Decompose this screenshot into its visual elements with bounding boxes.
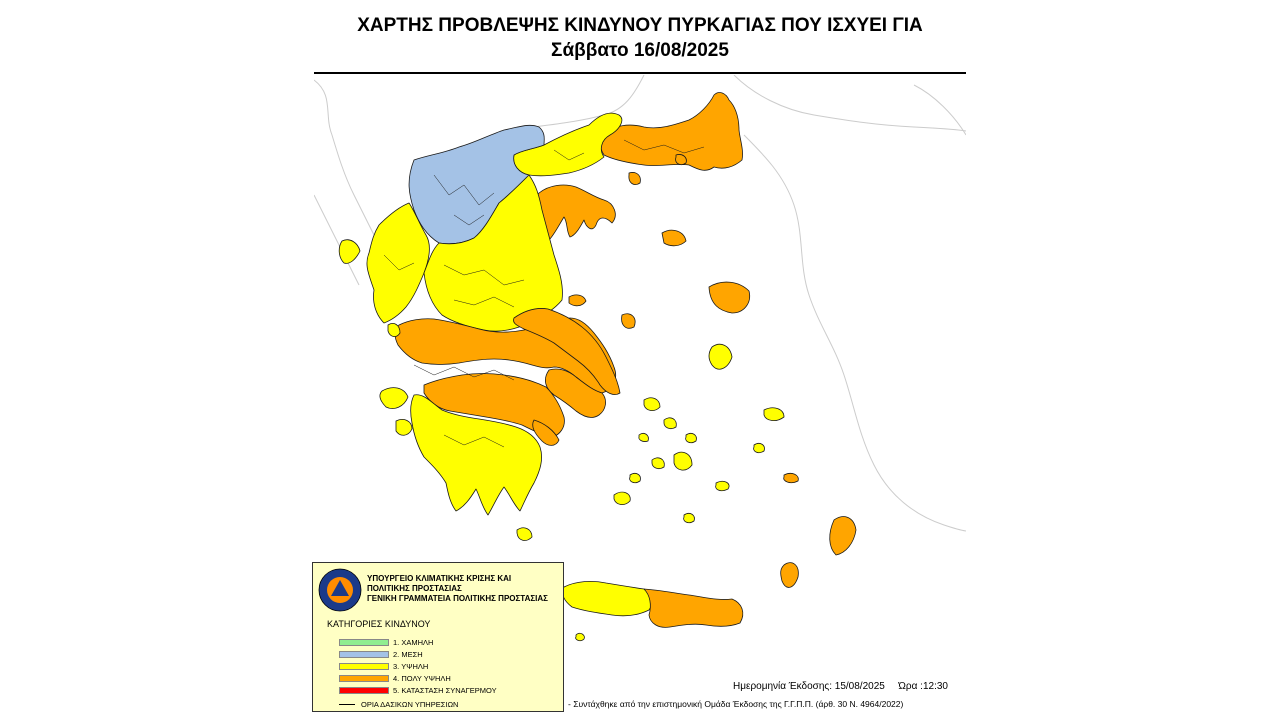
issue-info [733, 681, 948, 692]
region-kefalonia [380, 388, 408, 409]
title-divider [314, 72, 966, 74]
map-date: Σάββατο 16/08/2025 [551, 40, 729, 61]
risk-category-label: 1. ΧΑΜΗΛΗ [393, 637, 434, 647]
region-amorgos [716, 481, 729, 490]
region-crete-west [562, 581, 651, 615]
forest-boundary-legend [339, 700, 458, 709]
risk-swatch-very-high [339, 675, 389, 682]
region-mykonos [686, 433, 697, 442]
issue-time-label: Ώρα : [898, 681, 923, 692]
region-kos [784, 473, 799, 482]
region-kythira [517, 528, 532, 541]
region-thrace [600, 93, 742, 171]
region-karpathos [781, 563, 799, 588]
risk-category-label: 4. ΠΟΛΥ ΥΨΗΛΗ [393, 673, 451, 683]
ministry-line: ΓΕΝΙΚΗ ΓΡΑΜΜΑΤΕΙΑ ΠΟΛΙΤΙΚΗΣ ΠΡΟΣΤΑΣΙΑΣ [367, 594, 548, 603]
risk-category-item [339, 649, 497, 659]
risk-swatch-medium [339, 651, 389, 658]
region-gavdos [576, 633, 585, 640]
issue-date: 15/08/2025 [834, 681, 885, 692]
legend-panel [312, 562, 564, 712]
forest-boundary-label: ΟΡΙΑ ΔΑΣΙΚΩΝ ΥΠΗΡΕΣΙΩΝ [361, 700, 459, 709]
region-crete-east [644, 589, 743, 627]
risk-category-item [339, 673, 497, 683]
ministry-line: ΥΠΟΥΡΓΕΙΟ ΚΛΙΜΑΤΙΚΗΣ ΚΡΙΣΗΣ ΚΑΙ [367, 574, 512, 583]
region-tinos [664, 418, 676, 429]
issue-date-label: Ημερομηνία Έκδοσης: [733, 681, 832, 692]
region-limnos [662, 230, 686, 246]
map-title: ΧΑΡΤΗΣ ΠΡΟΒΛΕΨΗΣ ΚΙΝΔΥΝΟΥ ΠΥΡΚΑΓΙΑΣ ΠΟΥ ΙΣΧΥΕΙ ΓΙΑ [357, 15, 923, 36]
region-sporades [569, 295, 586, 306]
risk-swatch-low [339, 639, 389, 646]
region-corfu [339, 240, 360, 264]
region-lesvos [709, 282, 750, 313]
civil-protection-logo [318, 568, 362, 612]
risk-category-label: 3. ΥΨΗΛΗ [393, 661, 429, 671]
region-naxos [674, 452, 692, 470]
region-rhodes [830, 517, 856, 555]
ministry-line: ΠΟΛΙΤΙΚΗΣ ΠΡΟΣΤΑΣΙΑΣ [367, 584, 462, 593]
risk-categories-title: ΚΑΤΗΓΟΡΙΕΣ ΚΙΝΔΥΝΟΥ [327, 619, 431, 629]
region-samos [764, 408, 784, 421]
forest-boundary-line-icon [339, 704, 355, 705]
risk-category-label: 2. ΜΕΣΗ [393, 649, 423, 659]
region-andros [644, 398, 660, 411]
risk-category-label: 5. ΚΑΤΑΣΤΑΣΗ ΣΥΝΑΓΕΡΜΟΥ [393, 685, 497, 695]
risk-swatch-alert [339, 687, 389, 694]
risk-category-item [339, 661, 497, 671]
risk-swatch-high [339, 663, 389, 670]
region-santorini [684, 513, 695, 522]
region-leros [754, 443, 765, 452]
region-chios [709, 344, 732, 369]
region-sifnos [630, 473, 641, 482]
region-thasos [629, 172, 640, 184]
risk-category-list [339, 637, 497, 697]
risk-category-item [339, 637, 497, 647]
region-skyros [622, 314, 635, 329]
ministry-block [367, 574, 563, 604]
compiled-note: - Συντάχθηκε από την επιστημονική Ομάδα Έκδοσης της Γ.Γ.Π.Π. (άρθ. 30 Ν. 4964/2022) [568, 699, 904, 709]
region-zakynthos [396, 419, 412, 435]
region-milos [614, 492, 630, 505]
region-paros [652, 458, 664, 469]
region-syros [639, 433, 649, 441]
issue-time: 12:30 [922, 681, 948, 692]
risk-category-item [339, 685, 497, 695]
